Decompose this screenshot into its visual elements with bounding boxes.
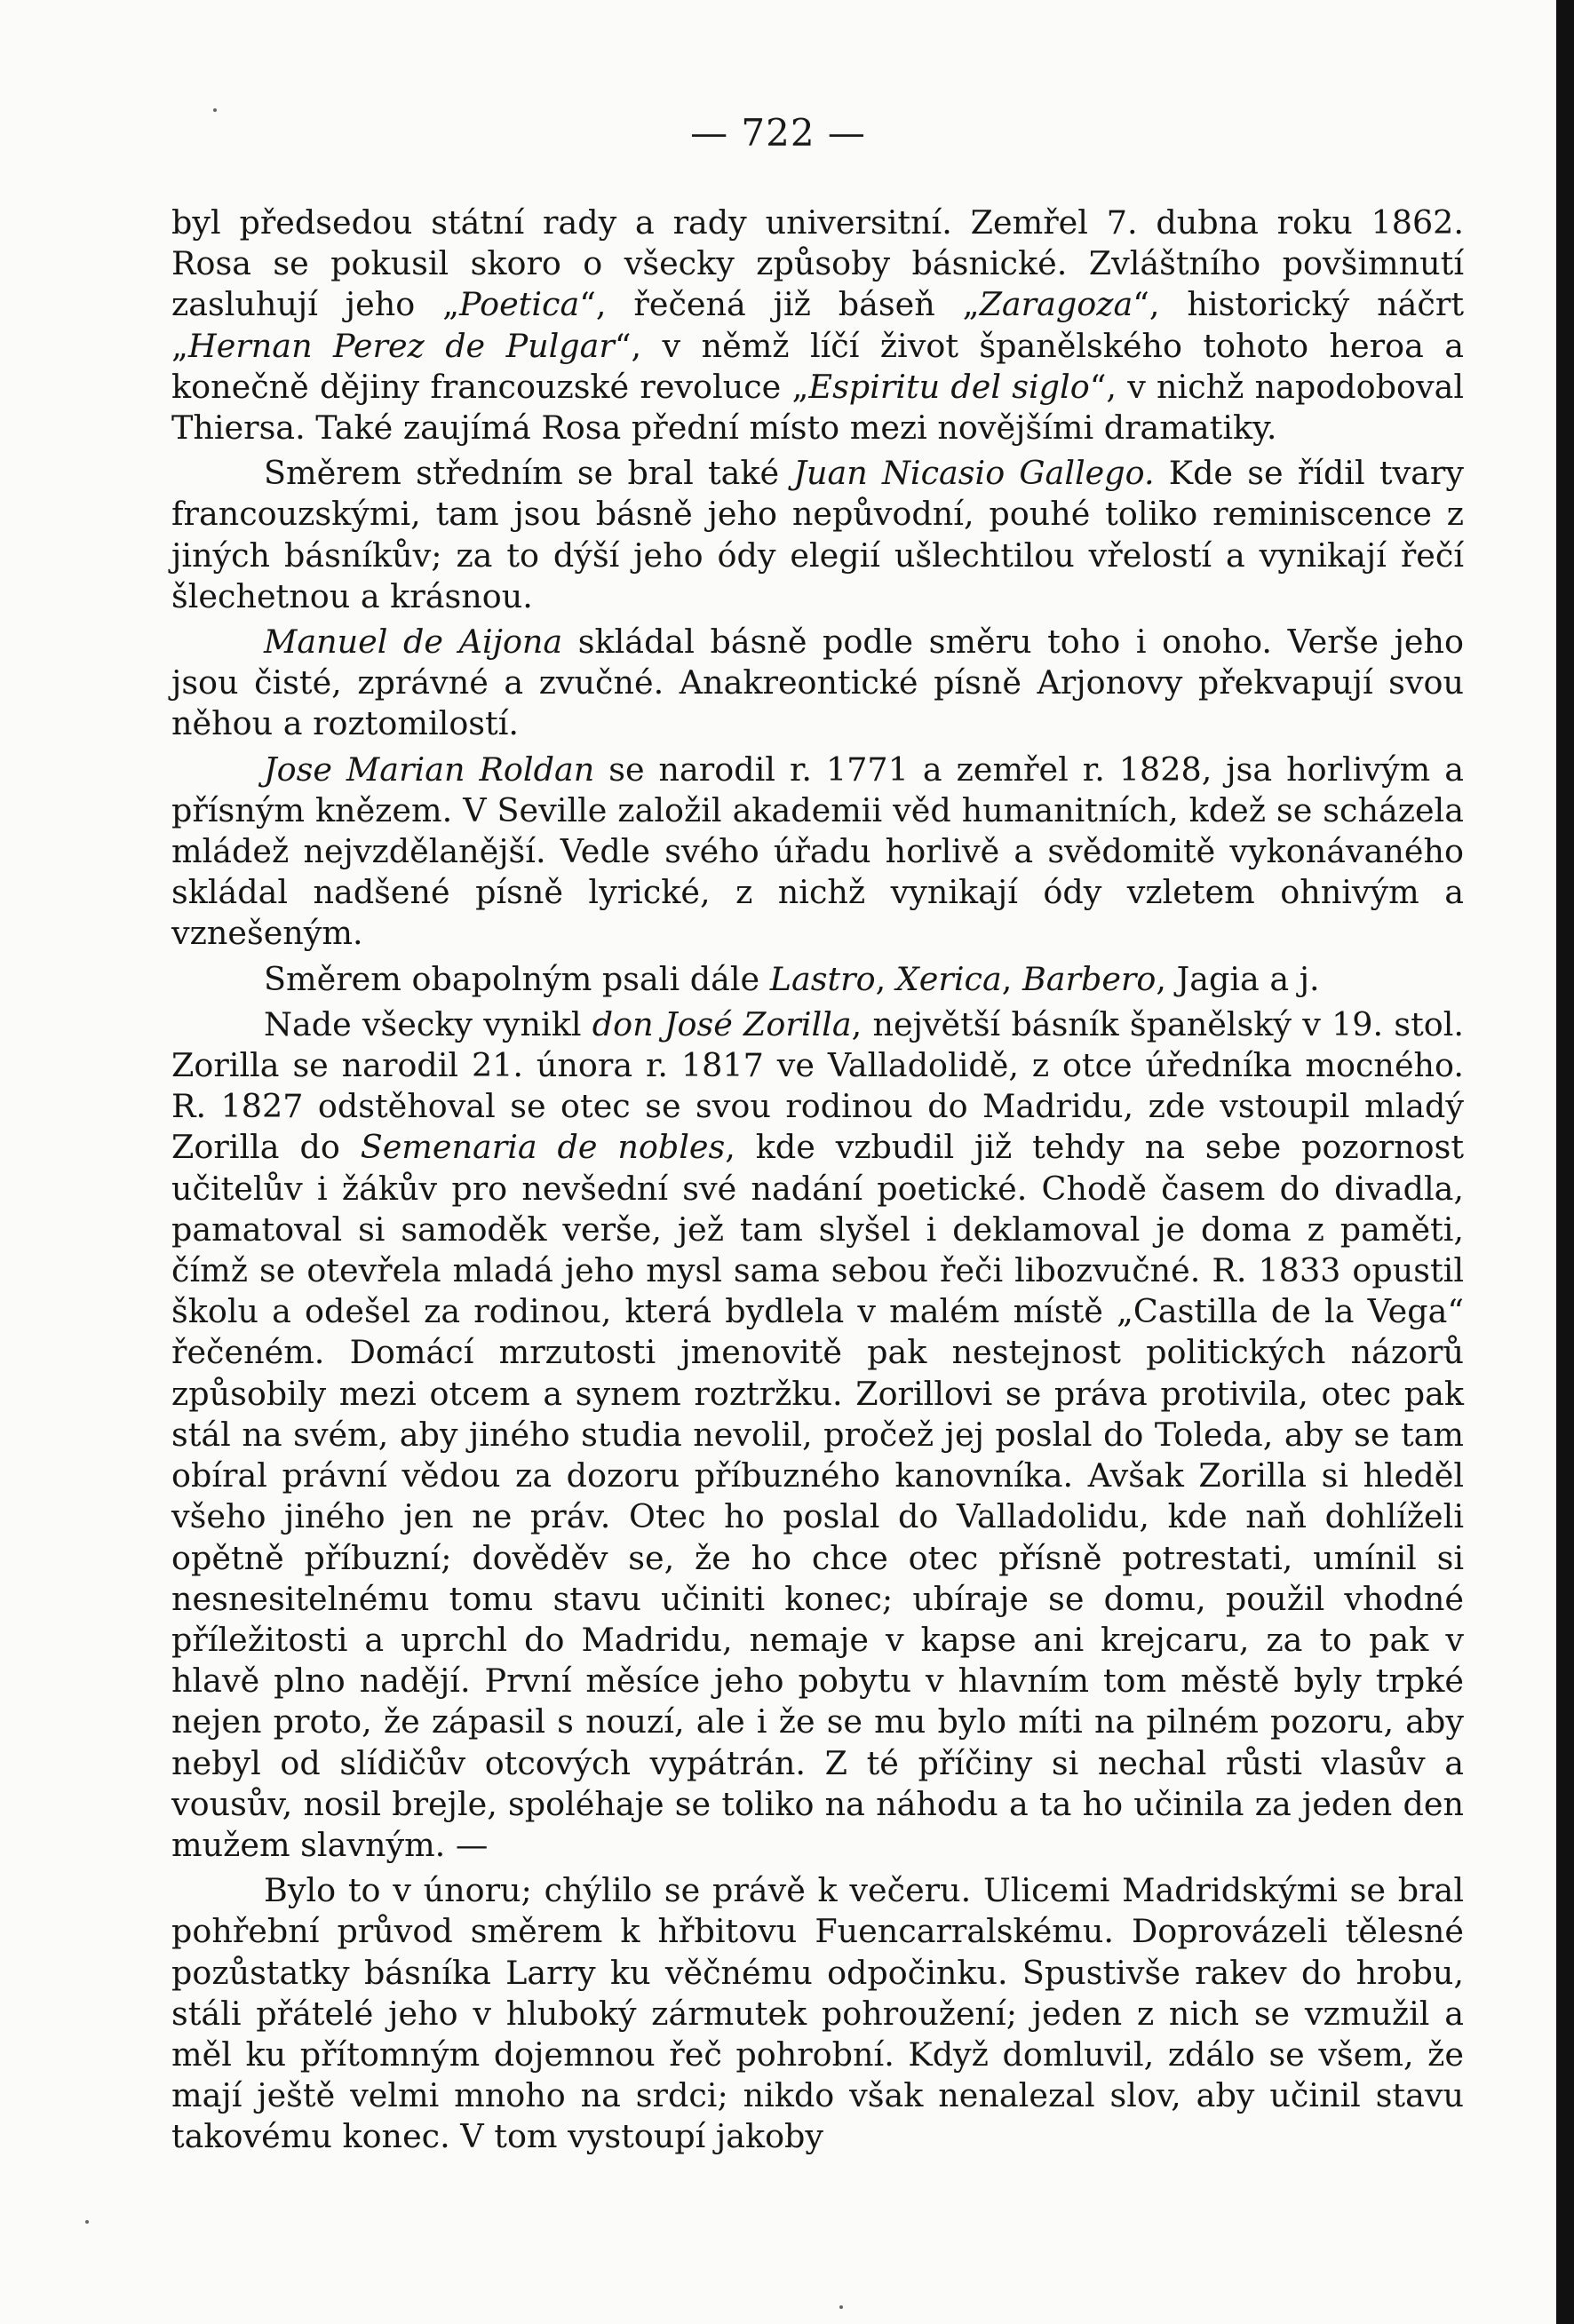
paper-speck [839, 2305, 843, 2309]
paragraph-5: Směrem obapolným psali dále Lastro, Xerica, Barbero, Jagia a j. [264, 959, 1320, 998]
paragraph-6: Nade všecky vynikl don José Zorilla, největší básník španělský v 19. stol. Zorilla se narodil 21. února r. 1817 ve Valladolidě, z otce úředníka mocného. R. 1827 odstěhoval se otec se svou rodinou do Madridu, zde vstoupil mladý Zorilla do Semenaria de nobles, kde vzbudil již tehdy na sebe pozornost učitelův i žákův pro nevšední své nadání poetické. Chodě časem do divadla, pamatoval si samoděk verše, jež tam slyšel i deklamoval je doma z paměti, čímž se otevřela mladá jeho mysl sama sebou řeči libozvučné. R. 1833 opustil školu a odešel za rodinou, která bydlela v malém místě „Castilla de la Vega“ řečeném. Domácí mrzutosti jmenovitě pak nestejnost politických názorů způsobily mezi otcem a synem roztržku. Zorillovi se práva protivila, otec pak stál na svém, aby jiného studia nevolil, pročež jej poslal do Toleda, aby se tam obíral právní vědou za dozoru příbuzného kanovníka. Avšak Zorilla si hleděl všeho jiného jen ne práv. Otec ho poslal do Valladolidu, kde naň dohlíželi opětně příbuzní; dověděv se, že ho chce otec přísně potrestati, umínil si nesnesitelnému tomu stavu učiniti konec; ubíraje se domu, použil vhodné příležitosti a uprchl do Madridu, nemaje v kapse ani krejcaru, za to pak v hlavě plno nadějí. První měsíce jeho pobytu v hlavním tom městě byly trpké nejen proto, že zápasil s nouzí, ale i že se mu bylo míti na pilném pozoru, aby nebyl od slídičův otcových vypátrán. Z té příčiny si nechal růsti vlasův a vousův, nosil brejle, spoléhaje se toliko na náhodu a ta ho učinila za jeden den mužem slavným. — [171, 1004, 1465, 1864]
paragraph-7: Bylo to v únoru; chýlilo se právě k večeru. Ulicemi Madridskými se bral pohřební průvod směrem k hřbitovu Fuencarralskému. Doprovázeli tělesné pozůstatky básníka Larry ku věčnému odpočinku. Spustivše rakev do hrobu, stáli přátelé jeho v hluboký zármutek pohroužení; jeden z nich se vzmužil a měl ku přítomným dojemnou řeč pohrobní. Když domluvil, zdálo se všem, že mají ještě velmi mnoho na srdci; nikdo však nenalezal slov, aby učinil stavu takovému konec. V tom vystoupí jakoby [171, 1871, 1464, 2156]
paper-speck [85, 2220, 89, 2224]
paragraph-2: Směrem středním se bral také Juan Nicasio Gallego. Kde se řídil tvary francouzskými, tam jsou básně jeho nepůvodní, pouhé toliko reminiscence z jiných básníkův; za to dýší jeho ódy elegií ušlechtilou vřelostí a vynikají řečí šlechetnou a krásnou. [171, 454, 1464, 615]
scan-edge [1556, 0, 1574, 2324]
page-number: — 722 — [690, 111, 866, 155]
paragraph-4: Jose Marian Roldan se narodil r. 1771 a zemřel r. 1828, jsa horlivým a přísným knězem. V Seville založil akademii věd humanitních, kdež se scházela mládež nejvzdělanější. Vedle svého úřadu horlivě a svědomitě vykonávaného skládal nadšené písně lyrické, z nichž vynikají ódy vzletem ohnivým a vznešeným. [171, 750, 1464, 953]
paragraph-3: Manuel de Aijona skládal básně podle směru toho i onoho. Verše jeho jsou čisté, zprávné a zvučné. Anakreontické písně Arjonovy překvapují svou něhou a roztomilostí. [171, 623, 1464, 743]
paper-speck [213, 108, 217, 112]
paragraph-1: byl předsedou státní rady a rady universitní. Zemřel 7. dubna roku 1862. Rosa se pokusil skoro o všecky způsoby básnické. Zvláštního povšimnutí zasluhují jeho „Poetica“, řečená již báseň „Zaragoza“, historický náčrt „Hernan Perez de Pulgar“, v němž líčí život španělského tohoto heroa a konečně dějiny francouzské revoluce „Espiritu del siglo“, v nichž napodoboval Thiersa. Také zaujímá Rosa přední místo mezi novějšími dramatiky. [171, 203, 1465, 448]
body-text [171, 202, 1464, 2162]
